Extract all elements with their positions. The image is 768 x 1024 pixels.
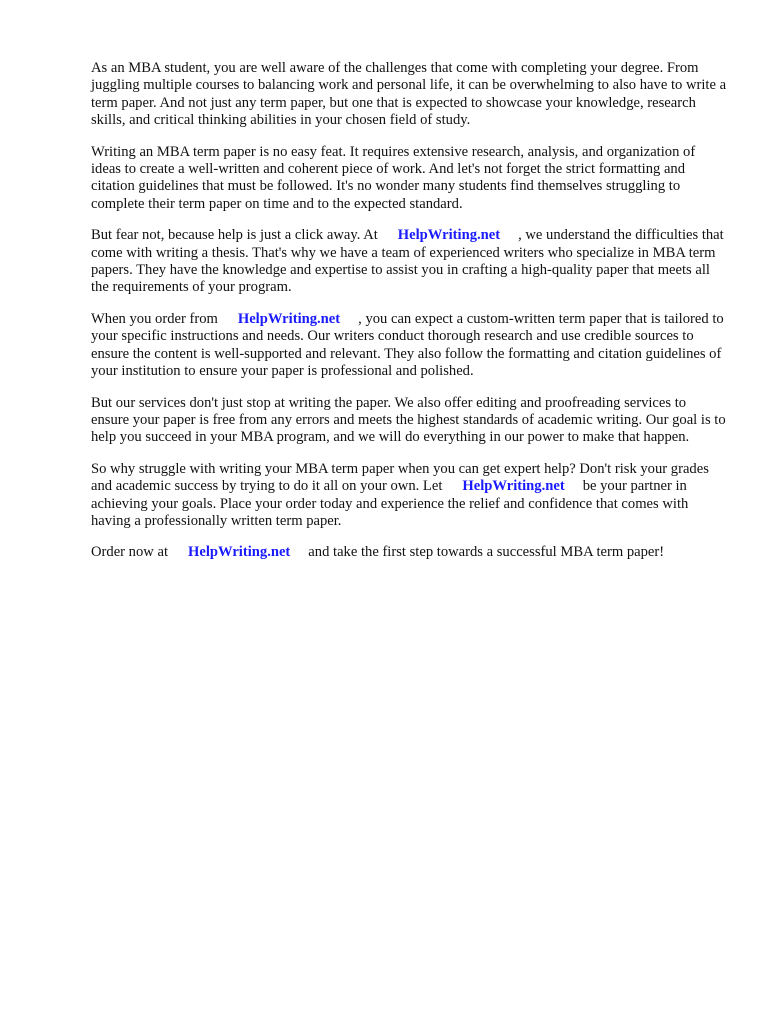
paragraph-intro: As an MBA student, you are well aware of the challenges that come with completing your degree. From juggling multiple courses to balancing work and personal life, it can be overwhelming to also have to write a term paper. And not just any term paper, but one that is expected to showcase your knowledge, research skills, and critical thinking abilities in your chosen field of study. [91, 60, 727, 129]
helpwriting-link[interactable]: HelpWriting.net [462, 478, 565, 495]
helpwriting-link[interactable]: HelpWriting.net [188, 544, 291, 561]
paragraph-text: be your partner in achieving your goals. Place your order today and experience the relief and confidence that comes with having a professionally written term paper. [91, 478, 689, 529]
paragraph-text: Order now at [91, 544, 168, 561]
paragraph-text: , you can expect a custom-written term paper that is tailored to your specific instructions and needs. Our writers conduct thorough research and use credible sources to ensure the content is well-supported and relevant. They also follow the formatting and citation guidelines of your institution to ensure your paper is professional and polished. [91, 310, 724, 380]
paragraph-text: So why struggle with writing your MBA term paper when you can get expert help? Don't risk your grades and academic success by trying to do it all on your own. Let [91, 460, 709, 495]
paragraph-why-struggle [91, 461, 727, 531]
paragraph-text: , we understand the difficulties that come with writing a thesis. That's why we have a team of experienced writers who specialize in MBA term papers. They have the knowledge and expertise to assist you in crafting a high-quality paper that meets all the requirements of your program. [91, 227, 724, 296]
helpwriting-link[interactable]: HelpWriting.net [237, 310, 341, 327]
paragraph-text: When you order from [91, 310, 218, 327]
paragraph-call-to-action [91, 544, 727, 561]
helpwriting-link[interactable]: HelpWriting.net [397, 227, 501, 244]
paragraph-order-benefits [91, 311, 727, 381]
paragraph-text: and take the first step towards a successful MBA term paper! [308, 544, 665, 561]
document-body [91, 60, 727, 576]
paragraph-services: But our services don't just stop at writing the paper. We also offer editing and proofreading services to ensure your paper is free from any errors and meets the highest standards of academic writing. Our goal is to help you succeed in your MBA program, and we will do everything in our power to make that happen. [91, 394, 726, 446]
paragraph-text: But fear not, because help is just a click away. At [91, 227, 378, 244]
paragraph-help-offer [91, 227, 727, 297]
paragraph-difficulty: Writing an MBA term paper is no easy feat. It requires extensive research, analysis, and organization of ideas to create a well-written and coherent piece of work. And let's not forget the strict formatting and citation guidelines that must be followed. It's no wonder many students find themselves struggling to complete their term paper on time and to the expected standard. [91, 143, 696, 212]
